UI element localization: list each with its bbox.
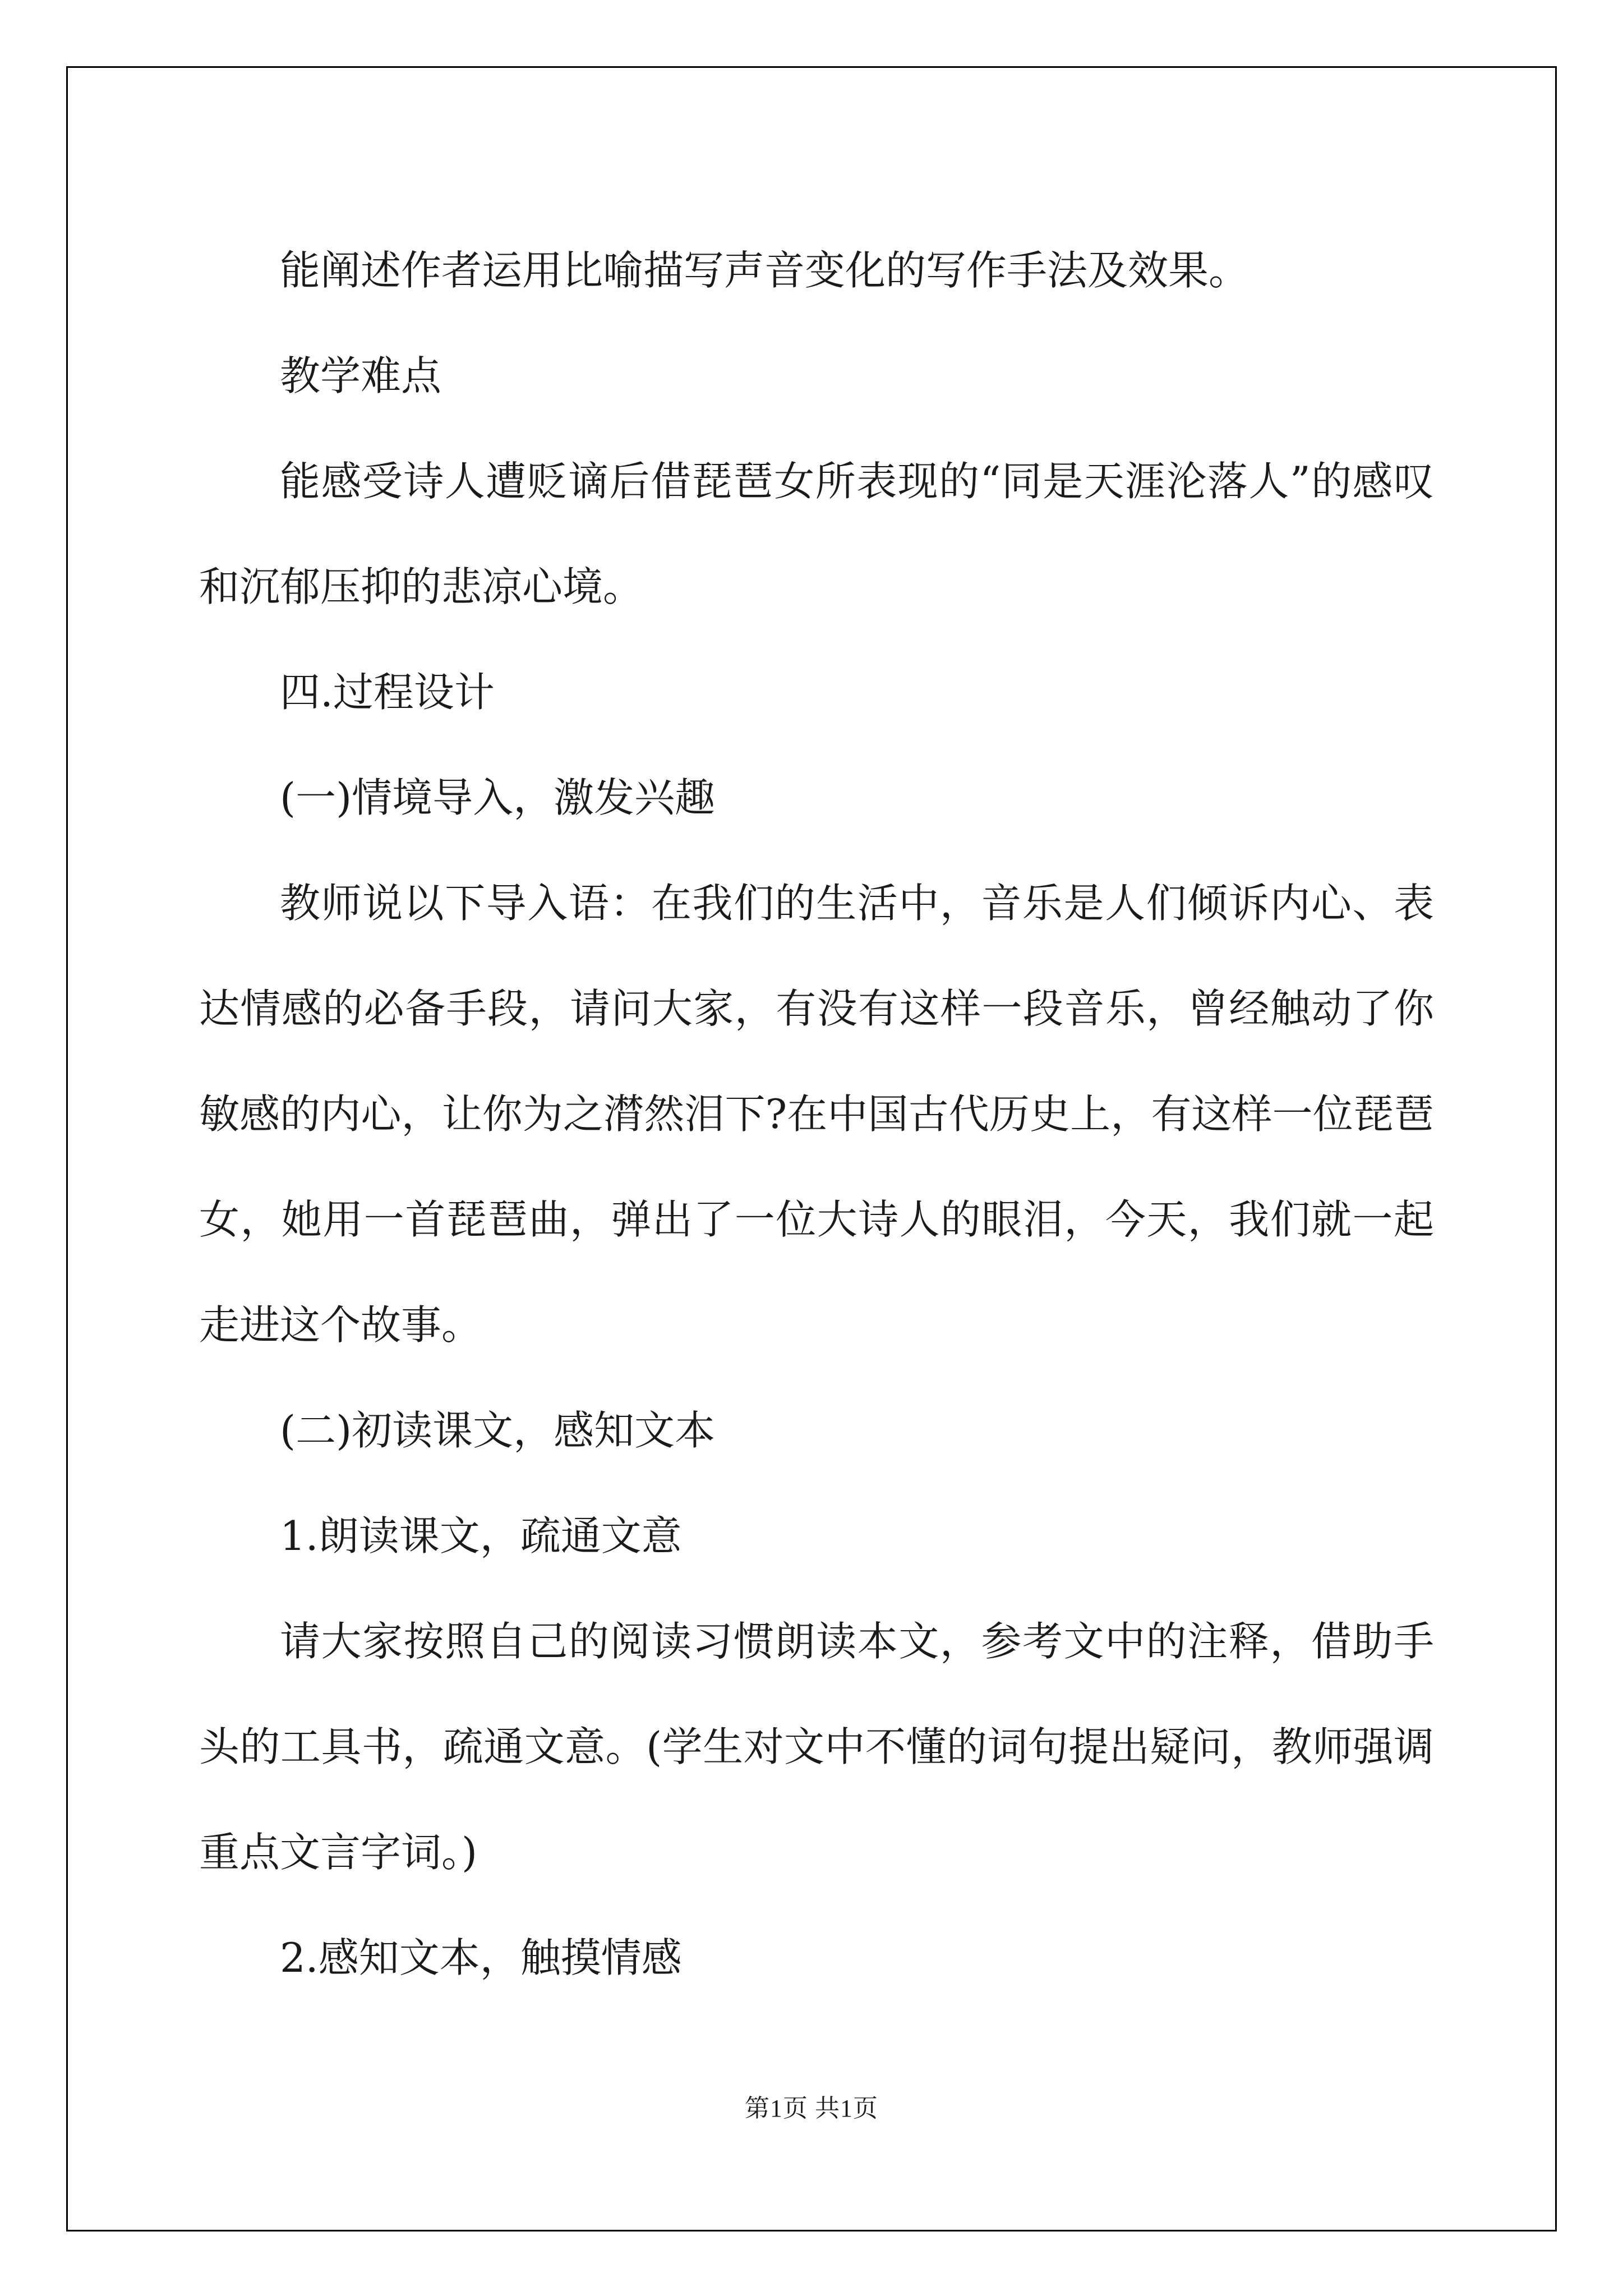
heading-perceive-text: 2.感知文本，触摸情感: [280, 1934, 682, 1981]
heading-situational-introduction: (一)情境导入，激发兴趣: [280, 774, 716, 821]
paragraph-introduction-speech: 教师说以下导入语：在我们的生活中，音乐是人们倾诉内心、表达情感的必备手段，请问大家，有没有这样一段音乐，曾经触动了你敏感的内心，让你为之潸然泪下?在中国古代历史上，有这样一位琵琶女，她用一首琵琶曲，弹出了一位大诗人的眼泪，今天，我们就一起走进这个故事。: [199, 880, 1434, 1349]
paragraph-teaching-difficulty-text: 能感受诗人遭贬谪后借琵琶女所表现的“同是天涯沦落人”的感叹和沉郁压抑的悲凉心境。: [199, 458, 1434, 610]
heading-process-design: 四.过程设计: [280, 669, 495, 716]
heading-read-aloud: 1.朗读课文，疏通文意: [280, 1512, 682, 1559]
page-footer: 第1页 共1页: [745, 2095, 878, 2122]
paragraph-teaching-focus-text: 能阐述作者运用比喻描写声音变化的写作手法及效果。: [280, 247, 1249, 294]
heading-first-reading: (二)初读课文，感知文本: [280, 1407, 716, 1454]
document-body: [199, 218, 1434, 2010]
heading-teaching-difficulty: 教学难点: [280, 352, 442, 399]
paragraph-read-aloud-instructions: 请大家按照自己的阅读习惯朗读本文，参考文中的注释，借助手头的工具书，疏通文意。(学生对文中不懂的词句提出疑问，教师强调重点文言字词。): [199, 1618, 1434, 1876]
